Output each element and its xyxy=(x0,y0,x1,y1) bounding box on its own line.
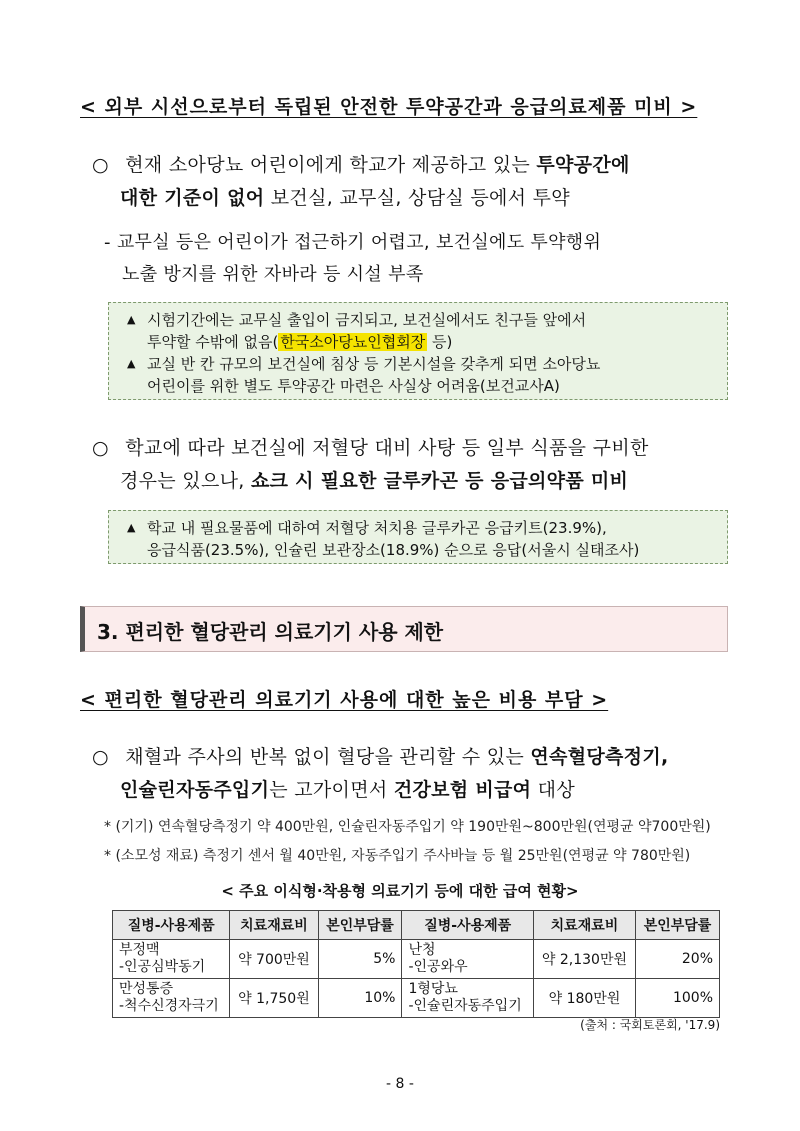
quote-item-1 xyxy=(119,309,717,331)
section-banner: 3. 편리한 혈당관리 의료기기 사용 제한 xyxy=(80,606,728,652)
dash-item-line-1: - 교무실 등은 어린이가 접근하기 어렵고, 보건실에도 투약행위 xyxy=(104,232,602,253)
bullet-marker: ○ xyxy=(92,154,109,176)
cost-cell: 약 180만원 xyxy=(533,979,635,1018)
col-header: 질병-사용제품 xyxy=(402,911,533,940)
cost-cell: 약 1,750원 xyxy=(230,979,318,1018)
rate-cell: 100% xyxy=(636,979,720,1018)
quote-item-2-line-1: 교실 반 칸 규모의 보건실에 침상 등 기본시설을 갖추게 되면 소아당뇨 xyxy=(147,355,601,373)
quote-box-2-line-1: 학교 내 필요물품에 대하여 저혈당 처치용 글루카곤 응급키트(23.9%), xyxy=(147,519,607,537)
quote-box-2-line-2: 응급식품(23.5%), 인슐린 보관장소(18.9%) 순으로 응답(서울시 실태조사) xyxy=(147,541,640,559)
quote-item-1-line-2-end: 등) xyxy=(427,333,453,351)
section-heading-2: < 편리한 혈당관리 의료기기 사용에 대한 높은 비용 부담 > xyxy=(80,689,609,711)
triangle-icon: ▲ xyxy=(127,521,136,534)
quote-box-1 xyxy=(108,302,728,400)
disease-cell: 부정맥 -인공심박동기 xyxy=(113,940,230,979)
rate-cell: 20% xyxy=(636,940,720,979)
cost-cell: 약 2,130만원 xyxy=(533,940,635,979)
cost-cell: 약 700만원 xyxy=(230,940,318,979)
table-caption: < 주요 이식형·착용형 의료기기 등에 대한 급여 현황> xyxy=(221,882,579,900)
col-header: 치료재료비 xyxy=(230,911,318,940)
bullet-2-bold: 쇼크 시 필요한 글루카곤 등 응급의약품 미비 xyxy=(250,470,629,492)
bullet-1-bold: 투약공간에 xyxy=(536,154,630,176)
col-header: 질병-사용제품 xyxy=(113,911,230,940)
bullet-3-line-2 xyxy=(120,775,575,802)
page-number: - 8 - xyxy=(386,1076,414,1092)
highlighted-source: 한국소아당뇨인협회장 xyxy=(280,333,426,351)
bullet-3-bold: 연속혈당측정기, xyxy=(530,746,669,768)
bullet-1-line-1 xyxy=(92,150,630,177)
rate-cell: 5% xyxy=(318,940,402,979)
col-header: 본인부담률 xyxy=(318,911,402,940)
quote-box-2-item xyxy=(119,517,717,539)
disease-cell: 난청 -인공와우 xyxy=(402,940,533,979)
bullet-2-text-2: 경우는 있으나, xyxy=(120,470,251,492)
source-note: (출처 : 국회토론회, '17.9) xyxy=(580,1018,720,1032)
bullet-3-bold-3: 건강보험 비급여 xyxy=(393,779,532,801)
disease-cell: 만성통증 -척수신경자극기 xyxy=(113,979,230,1018)
bullet-2-text: 학교에 따라 보건실에 저혈당 대비 사탕 등 일부 식품을 구비한 xyxy=(125,437,649,459)
quote-item-1-line-2: 투약할 수밖에 없음( xyxy=(147,333,279,351)
bullet-3-text-2: 는 고가이면서 xyxy=(269,779,394,801)
bullet-1-line-2 xyxy=(120,183,570,210)
bullet-2-line-2 xyxy=(120,466,628,493)
triangle-icon: ▲ xyxy=(127,357,136,370)
bullet-marker: ○ xyxy=(92,437,109,459)
bullet-3-text: 채혈과 주사의 반복 없이 혈당을 관리할 수 있는 xyxy=(125,746,531,768)
table-header-row xyxy=(113,911,720,940)
rate-cell: 10% xyxy=(318,979,402,1018)
bullet-1-text-2: 보건실, 교무실, 상담실 등에서 투약 xyxy=(264,187,570,209)
bullet-3-text-3: 대상 xyxy=(531,779,575,801)
quote-item-1-line-1: 시험기간에는 교무실 출입이 금지되고, 보건실에서도 친구들 앞에서 xyxy=(147,311,587,329)
table-row xyxy=(113,979,720,1018)
table-row xyxy=(113,940,720,979)
footnote-1: * (기기) 연속혈당측정기 약 400만원, 인슐린자동주입기 약 190만원~800만원(연평균 약700만원) xyxy=(104,819,711,835)
bullet-2-line-1 xyxy=(92,433,649,460)
bullet-marker: ○ xyxy=(92,746,109,768)
col-header: 치료재료비 xyxy=(533,911,635,940)
footnote-2: * (소모성 재료) 측정기 센서 월 40만원, 자동주입기 주사바늘 등 월 25만원(연평균 약 780만원) xyxy=(104,848,691,864)
quote-box-2-cont xyxy=(119,539,717,561)
quote-item-2 xyxy=(119,353,717,375)
bullet-1-bold-2: 대한 기준이 없어 xyxy=(120,187,265,209)
quote-item-2-line-2: 어린이를 위한 별도 투약공간 마련은 사실상 어려움(보건교사A) xyxy=(147,377,560,395)
bullet-3-line-1 xyxy=(92,742,669,769)
quote-item-2-cont xyxy=(119,375,717,397)
dash-item-line-2: 노출 방지를 위한 자바라 등 시설 부족 xyxy=(122,264,424,285)
quote-box-2 xyxy=(108,510,728,564)
bullet-3-bold-2: 인슐린자동주입기 xyxy=(120,779,270,801)
quote-item-1-cont xyxy=(119,331,717,353)
triangle-icon: ▲ xyxy=(127,313,136,326)
col-header: 본인부담률 xyxy=(636,911,720,940)
disease-cell: 1형당뇨 -인슐린자동주입기 xyxy=(402,979,533,1018)
section-heading-1: < 외부 시선으로부터 독립된 안전한 투약공간과 응급의료제품 미비 > xyxy=(80,96,698,118)
benefit-table xyxy=(112,910,720,1018)
bullet-1-text: 현재 소아당뇨 어린이에게 학교가 제공하고 있는 xyxy=(125,154,537,176)
